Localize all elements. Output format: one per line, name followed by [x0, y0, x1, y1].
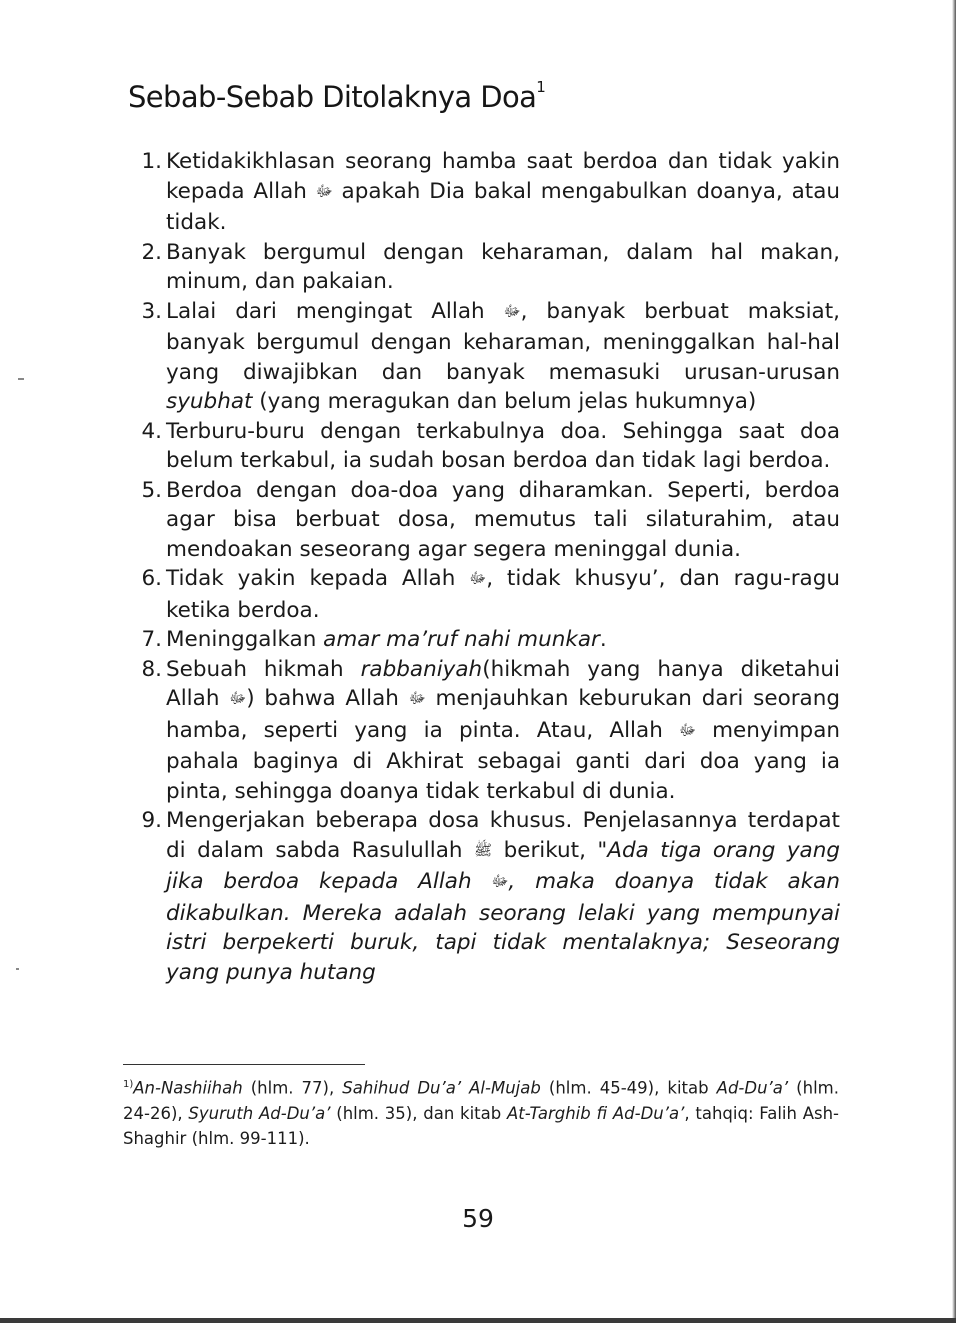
list-item-text: [166, 566, 840, 623]
footnote-divider: [123, 1064, 365, 1065]
page-title: [128, 80, 545, 114]
footnote-marker: 1): [123, 1079, 134, 1090]
list-item: [120, 297, 840, 417]
list-item: [120, 806, 840, 987]
scan-edge-bottom: [0, 1318, 956, 1323]
honorific-glyph: ﷻ: [469, 569, 487, 587]
text-run: apakah Dia bakal mengabulkan doanya, atau tidak.: [166, 178, 840, 235]
text-run: , banyak berbuat maksiat, banyak bergumul dengan keharaman, meninggalkan hal-hal yang diwajibkan dan banyak memasuki urusan-urusan: [166, 298, 840, 385]
text-run: Ketidakikhlasan seorang hamba saat berdoa dan tidak yakin kepada Allah: [166, 149, 840, 204]
text-run: (hikmah yang hanya diketahui Allah: [166, 656, 840, 711]
list-item-text: [166, 240, 840, 295]
text-run: Meninggalkan: [166, 627, 324, 652]
list-item: [120, 625, 840, 655]
list-item-text: [166, 149, 840, 235]
text-run: Tidak yakin kepada Allah: [166, 566, 470, 591]
honorific-glyph: ﷻ: [503, 301, 521, 320]
honorific-glyph: ﷻ: [408, 689, 426, 707]
scan-edge-right: [952, 0, 956, 1323]
title-text: Sebab-Sebab Ditolaknya Doa: [128, 80, 537, 114]
italic-run: , maka doanya tidak akan dikabulkan. Mereka adalah seorang lelaki yang mempunyai istri berpekerti buruk, tapi tidak mentalaknya; Seseorang yang punya hutang: [166, 869, 840, 985]
text-run: Sebuah hikmah: [166, 656, 361, 682]
footnote: [123, 1072, 839, 1151]
text-run: (hlm. 45-49), kitab: [540, 1078, 717, 1098]
text-run: Banyak bergumul dengan keharaman, dalam hal makan, minum, dan pakaian.: [166, 239, 840, 294]
honorific-glyph: ﷻ: [315, 181, 333, 200]
italic-run: Ada tiga orang yang jika berdoa kepada Allah: [166, 837, 840, 894]
list-item-text: [166, 299, 840, 415]
text-run: (yang meragukan dan belum jelas hukumnya): [252, 389, 757, 414]
italic-run: syubhat: [166, 389, 253, 414]
text-run: (hlm. 35), dan kitab: [330, 1103, 507, 1123]
text-run: , tidak khusyu’, dan ragu-ragu ketika berdoa.: [166, 566, 840, 623]
list-item: [120, 417, 840, 476]
text-run: Terburu-buru dengan terkabulnya doa. Sehingga saat doa belum terkabul, ia sudah bosan berdoa dan tidak lagi berdoa.: [166, 418, 840, 473]
reasons-list: [120, 147, 840, 987]
list-number: 4 .: [120, 417, 162, 447]
honorific-glyph: ﷻ: [491, 872, 509, 890]
page-number: 59: [462, 1204, 494, 1233]
text-run: ) bahwa Allah: [246, 686, 409, 711]
list-number: 1 .: [120, 147, 162, 177]
italic-run: Syuruth Ad-Du’a’: [188, 1103, 331, 1123]
text-run: .: [599, 627, 607, 652]
list-item-text: [166, 627, 607, 652]
text-run: menyimpan pahala baginya di Akhirat sebagai ganti dari doa yang ia pinta, sehingga doanya tidak terkabul di dunia.: [166, 717, 840, 804]
text-run: Berdoa dengan doa-doa yang diharamkan. Seperti, berdoa agar bisa berbuat dosa, memutus tali silaturahim, atau mendoakan seseorang agar segera meninggal dunia.: [166, 477, 840, 562]
list-number: 9 .: [120, 806, 162, 836]
text-run: (hlm. 77),: [242, 1078, 343, 1098]
italic-run: Sahihud Du’a’ Al-Mujab: [342, 1078, 541, 1098]
italic-run: Ad-Du’a’: [716, 1078, 789, 1098]
honorific-glyph: ﷻ: [679, 720, 696, 739]
scan-mark: [18, 378, 24, 380]
list-item-text: [166, 419, 840, 474]
text-run: (hlm. 24-26),: [123, 1078, 839, 1123]
footnote-text: [123, 1079, 839, 1148]
text-run: Mengerjakan beberapa dosa khusus. Penjelasannya terdapat di dalam sabda Rasulullah: [166, 808, 840, 863]
italic-run: amar ma’ruf nahi munkar: [323, 627, 600, 652]
text-run: Lalai dari mengingat Allah: [166, 298, 504, 324]
list-number: 3 .: [120, 297, 162, 327]
honorific-glyph: ﷺ: [474, 840, 493, 859]
list-number: 6 .: [120, 564, 162, 594]
list-number: 2 .: [120, 238, 162, 268]
text-run: menjauhkan keburukan dari seorang hamba, seperti yang ia pinta. Atau, Allah: [166, 686, 841, 743]
list-number: 5 .: [120, 476, 162, 506]
list-item: [120, 147, 840, 238]
list-item: [120, 564, 840, 625]
title-footnote-ref: 1: [536, 78, 546, 97]
italic-run: An-Nashiihah: [133, 1078, 243, 1098]
text-run: , tahqiq: Falih Ash-Shaghir (hlm. 99-111).: [123, 1103, 840, 1148]
list-number: 7 .: [120, 625, 162, 655]
scan-mark: [16, 968, 19, 970]
list-number: 8 .: [120, 655, 162, 685]
text-run: berikut, ": [492, 837, 608, 863]
list-item: [120, 238, 840, 297]
italic-run: rabbaniyah: [360, 656, 483, 682]
italic-run: At-Targhib fi Ad-Du’a’: [506, 1103, 685, 1123]
honorific-glyph: ﷻ: [229, 689, 247, 707]
list-item: [120, 476, 840, 565]
list-item-text: [166, 478, 840, 562]
list-item-text: [166, 657, 840, 804]
list-item-text: [166, 808, 840, 985]
list-item: [120, 655, 840, 807]
